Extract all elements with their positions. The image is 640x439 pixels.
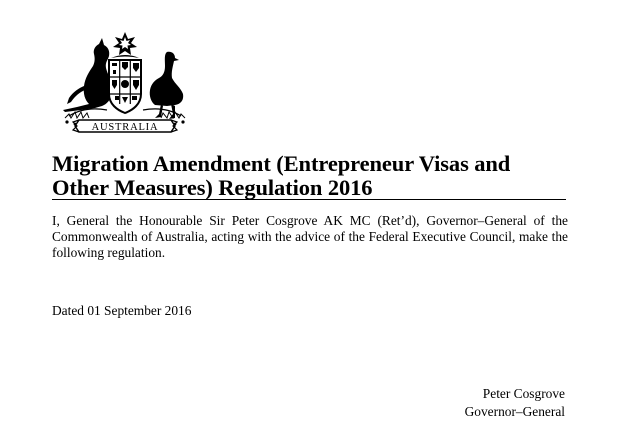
shield-icon (109, 60, 141, 113)
title-divider (52, 199, 566, 200)
australia-banner (73, 120, 177, 133)
coat-of-arms-icon (55, 32, 195, 140)
signatory-title: Governor–General (464, 404, 565, 419)
title-line-1: Migration Amendment (Entrepreneur Visas and (52, 151, 511, 176)
enacting-text: I, General the Honourable Sir Peter Cosgrove AK MC (Ret’d), Governor–General of the Commonwealth of Australia, acting with the advice of the Federal Executive Council, make the following regulation. (52, 213, 568, 260)
signature-block (465, 385, 565, 421)
banner-label: AUSTRALIA (91, 122, 159, 133)
commonwealth-star-icon (113, 32, 137, 55)
document-title (52, 152, 572, 200)
title-line-2: Other Measures) Regulation 2016 (52, 175, 373, 200)
kangaroo-icon (63, 38, 112, 112)
dated-line: Dated 01 September 2016 (52, 303, 192, 318)
signatory-name: Peter Cosgrove (482, 386, 565, 401)
